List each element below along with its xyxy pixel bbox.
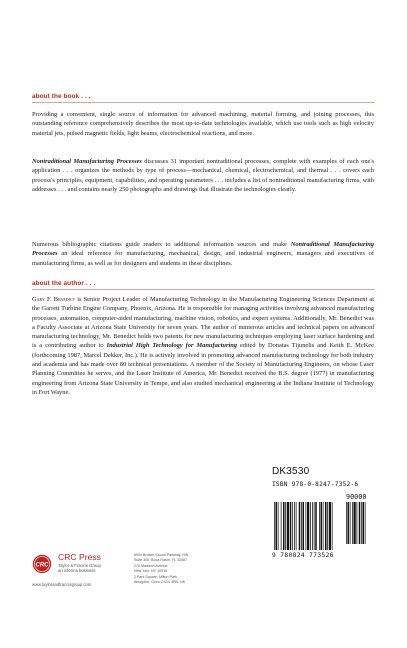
barcode-bar <box>276 502 278 550</box>
about-book-paragraph-3-text-b: an ideal reference for manufacturing, mechanical, design, and industrial engineers, managers and executives of manufacturing firms, as well as for designers and students in these disciplines. <box>32 250 374 267</box>
about-book-rule <box>32 102 375 103</box>
barcode-bar <box>332 502 333 550</box>
barcode-bar <box>312 502 313 550</box>
crc-badge-icon <box>32 554 52 574</box>
barcode-bar <box>314 502 315 550</box>
address-line: Abingdon, Oxon OX14 4RN, UK <box>134 579 186 584</box>
barcode-bar <box>319 502 320 550</box>
addon-barcode-bar <box>365 502 366 544</box>
ean-barcode <box>272 502 376 552</box>
publisher-tagline: an informa business <box>58 568 96 573</box>
address-line: New York, NY 10016 <box>134 568 168 573</box>
addon-barcode-bar <box>361 502 362 544</box>
barcode-bar <box>325 502 327 550</box>
barcode-bar <box>321 502 323 550</box>
about-author-text-a: is Senior Project Leader of Manufacturing Technology in the Manufacturing Engineering Sciences Department at the Garrett Turbine Engine Company, Phoenix, Arizona. He is responsible for managing activities involving advanced manufacturing processes, automation, computer-aided manufacturing, machine vision, robotics, and expert systems. Additionally, Mr. Benedict was a Faculty Associate at Arizona State University for seven years. The author of numerous articles and technical papers on advanced manufacturing technology, Mr. Benedict holds two patents for new manufacturing techniques employing laser surface hardening and is a contributing author to <box>32 296 374 350</box>
barcode-bar <box>315 502 317 550</box>
catalog-number: DK3530 <box>272 466 310 477</box>
addon-barcode-bar <box>346 502 347 544</box>
about-book-heading: about the book . . . <box>32 93 91 100</box>
barcode-bar <box>287 502 289 550</box>
barcode-bar <box>301 502 302 550</box>
barcode-bar <box>327 502 328 550</box>
barcode-bar <box>296 502 297 550</box>
addon-barcode-bar <box>348 502 350 544</box>
barcode-bar <box>329 502 331 550</box>
addon-barcode-bar <box>359 502 361 544</box>
about-book-paragraph-1: Providing a convenient, single source of information for advanced machining, material forming, and joining processes, this outstanding reference comprehensively describes the most up-to-date technologies available, which use tools such as high velocity material jets, pulsed magnetic fields, light beams, electrochemical reactions, and more. <box>32 111 374 137</box>
barcode-bar <box>278 502 279 550</box>
address-line: 6000 Broken Sound Parkway, NW <box>134 553 189 557</box>
about-book-paragraph-2 <box>32 157 374 194</box>
address-line: Suite 300, Boca Raton, FL 33487 <box>134 557 188 562</box>
barcode-bar <box>294 502 295 550</box>
price-code: 90000 <box>346 493 367 501</box>
ean-digits: 9 780824 773526 <box>272 552 334 559</box>
crc-badge-text: CRC <box>35 562 49 569</box>
isbn-text: ISBN 978-0-8247-7352-6 <box>272 481 359 488</box>
book-title-inline: Nontraditional Manufacturing Processes <box>32 241 374 258</box>
publisher-addresses <box>134 553 224 584</box>
barcode-bar <box>299 502 301 550</box>
about-author-rule <box>32 289 375 290</box>
barcode-bar <box>306 502 307 550</box>
barcode-bar <box>323 502 324 550</box>
barcode-bar <box>274 502 275 550</box>
barcode-bar <box>292 502 293 550</box>
address-line: 270 Madison Avenue <box>134 564 168 568</box>
addon-barcode-bar <box>363 502 365 544</box>
publisher-logo <box>32 552 122 592</box>
barcode-bar <box>283 502 285 550</box>
about-author-text-b: edited by Donatas Tijunelis and Keith E. McKee (forthcoming 1987, Marcel Dekker, Inc.). He is actively involved in promoting advanced manufacturing technology for both industry and academia and has made over 80 technical presentations. A member of the Society of Manufacturing Engineers, on whose Laser Planning Committee he serves, and the Laser Institute of America, Mr. Benedict received the B.S. degree (1977) in manufacturing engineering from Arizona State University in Tempe, and also studied mechanical engineering at the Indiana Institute of Technology in Fort Wayne. <box>32 342 374 396</box>
publisher-group: Taylor & Francis Group <box>58 563 101 568</box>
about-author-heading: about the author . . . <box>32 280 96 287</box>
barcode-bar <box>281 502 282 550</box>
addon-barcode-bar <box>354 502 356 544</box>
barcode-bar <box>290 502 292 550</box>
barcode-bar <box>307 502 309 550</box>
addon-barcode-bar <box>357 502 358 544</box>
barcode-bar <box>310 502 311 550</box>
barcode-block <box>272 480 376 580</box>
publisher-url: www.taylorandfrancisgroup.com <box>32 582 92 587</box>
book-title: Nontraditional Manufacturing Processes <box>32 158 142 165</box>
about-book-paragraph-3 <box>32 240 374 268</box>
author-name: Gary F. Benedict <box>32 296 76 303</box>
about-book-paragraph-3-text-a: Numerous bibliographic citations guide readers to additional information sources and make <box>32 241 291 248</box>
addon-barcode-bar <box>350 502 351 544</box>
about-author-paragraph <box>32 295 374 397</box>
publisher-subtitle <box>58 563 101 573</box>
publisher-name: CRC Press <box>58 552 101 562</box>
barcode-bar <box>303 502 305 550</box>
addon-barcode-bar <box>352 502 353 544</box>
about-book-paragraph-2-text: discusses 31 important nontraditional processes, complete with examples of each one's application . . . organizes the methods by type of process—mechanical, chemical, electrochemical, and thermal . . . covers each process's principles, equipment, capabilities, and operating parameters . . . includes a list of nontraditional manufacturing firms, with addresses . . . and contains nearly 250 photographs and drawings that illustrate the technologies clearly. <box>32 158 374 193</box>
contributed-book-title: Industrial High Technology for Manufacturing <box>106 342 237 350</box>
barcode-bar <box>285 502 286 550</box>
address-line: 2 Park Square, Milton Park <box>134 575 177 579</box>
